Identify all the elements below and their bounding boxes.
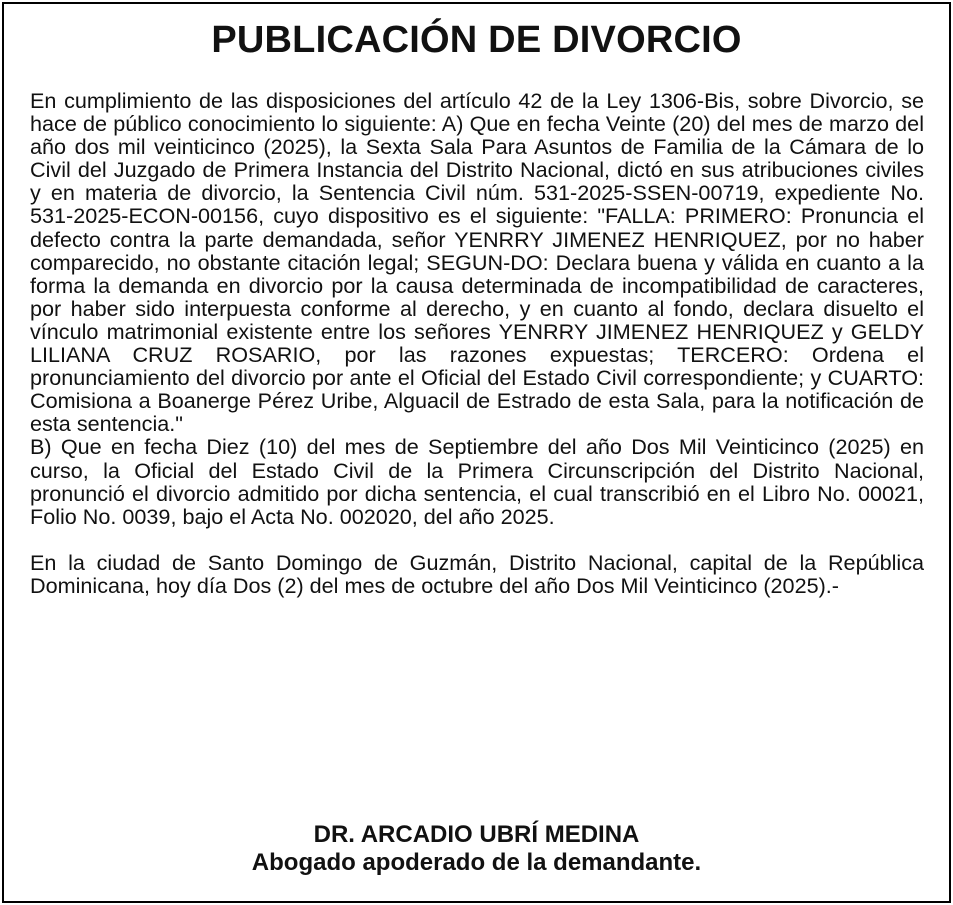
paragraph-spacer (30, 528, 924, 551)
signatory-name: DR. ARCADIO UBRÍ MEDINA (313, 821, 640, 848)
notice-title: PUBLICACIÓN DE DIVORCIO (211, 19, 742, 61)
notice-body (30, 89, 924, 597)
paragraph-registration: B) Que en fecha Diez (10) del mes de Septiembre del año Dos Mil Veinticinco (2025) en curso, la Oficial del Estado Civil de la Primera Circunscripción del Distrito Nacional, pronunció el divorcio admitido por dicha sentencia, el cual transcribió en el Libro No. 00021, Folio No. 0039, bajo el Acta No. 002020, del año 2025. (30, 434, 924, 529)
signature-block (4, 821, 949, 877)
signatory-role: Abogado apoderado de la demandante. (251, 849, 702, 876)
paragraph-ruling: En cumplimiento de las disposiciones del artículo 42 de la Ley 1306-Bis, sobre Divorcio, se hace de público conocimiento lo siguiente: A) Que en fecha Veinte (20) del mes de marzo del año dos mil veinticinco (2025), la Sexta Sala Para Asuntos de Familia de la Cámara de lo Civil del Juzgado de Primera Instancia del Distrito Nacional, dictó en sus atribuciones civiles y en materia de divorcio, la Sentencia Civil núm. 531-2025-SSEN-00719, expediente No. 531-2025-ECON-00156, cuyo dispositivo es el siguiente: "FALLA: PRIMERO: Pronuncia el defecto contra la parte demandada, señor YENRRY JIMENEZ HENRIQUEZ, por no haber comparecido, no obstante citación legal; SEGUN-DO: Declara buena y válida en cuanto a la forma la demanda en divorcio por la causa determinada de incompatibilidad de caracteres, por haber sido interpuesta conforme al derecho, y en cuanto al fondo, declara disuelto el vínculo matrimonial existente entre los señores YENRRY JIMENEZ HENRIQUEZ y GELDY LILIANA CRUZ ROSARIO, por las razones expuestas; TERCERO: Ordena el pronunciamiento del divorcio por ante el Oficial del Estado Civil correspondiente; y CUARTO: Comisiona a Boanerge Pérez Uribe, Alguacil de Estrado de esta Sala, para la notificación de esta sentencia." (30, 88, 924, 437)
divorce-notice (2, 2, 951, 903)
paragraph-place-date: En la ciudad de Santo Domingo de Guzmán, Distrito Nacional, capital de la República Dominicana, hoy día Dos (2) del mes de octubre del año Dos Mil Veinticinco (2025).- (30, 549, 924, 598)
